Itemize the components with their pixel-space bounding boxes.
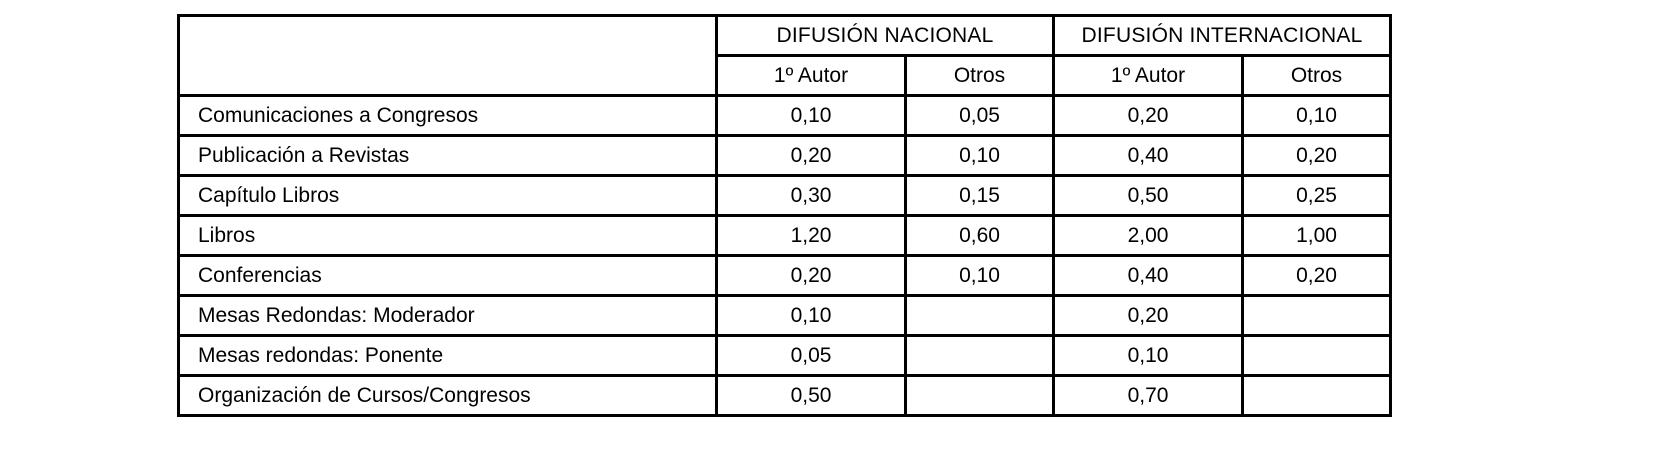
cell-national-first-author: 1,20 [717,216,906,256]
row-label: Conferencias [179,256,717,296]
row-label: Mesas redondas: Ponente [179,336,717,376]
row-label: Comunicaciones a Congresos [179,96,717,136]
table-row [179,136,1391,176]
cell-international-first-author: 0,50 [1054,176,1243,216]
column-group-international: DIFUSIÓN INTERNACIONAL [1054,16,1391,56]
table-row [179,256,1391,296]
row-label: Organización de Cursos/Congresos [179,376,717,416]
table-row [179,216,1391,256]
cell-international-others: 0,10 [1243,96,1391,136]
column-group-national: DIFUSIÓN NACIONAL [717,16,1054,56]
cell-national-others: 0,10 [906,256,1054,296]
table-row [179,176,1391,216]
row-label: Capítulo Libros [179,176,717,216]
table-group-header-row [179,16,1391,56]
scoring-table [177,14,1392,417]
cell-national-first-author: 0,05 [717,336,906,376]
table-body [179,96,1391,416]
cell-international-others [1243,336,1391,376]
table-corner-cell [179,16,717,96]
row-label: Publicación a Revistas [179,136,717,176]
cell-international-first-author: 0,40 [1054,136,1243,176]
cell-international-first-author: 0,70 [1054,376,1243,416]
column-header-national-others: Otros [906,56,1054,96]
cell-international-others [1243,376,1391,416]
table-row [179,296,1391,336]
cell-international-others: 0,25 [1243,176,1391,216]
cell-international-others: 0,20 [1243,136,1391,176]
cell-international-first-author: 0,40 [1054,256,1243,296]
cell-national-others: 0,10 [906,136,1054,176]
cell-national-first-author: 0,10 [717,296,906,336]
cell-international-others: 1,00 [1243,216,1391,256]
row-label: Mesas Redondas: Moderador [179,296,717,336]
cell-international-others: 0,20 [1243,256,1391,296]
cell-national-first-author: 0,20 [717,256,906,296]
cell-international-first-author: 0,20 [1054,296,1243,336]
cell-national-others [906,376,1054,416]
cell-national-first-author: 0,10 [717,96,906,136]
cell-international-first-author: 2,00 [1054,216,1243,256]
row-label: Libros [179,216,717,256]
cell-national-first-author: 0,30 [717,176,906,216]
cell-international-others [1243,296,1391,336]
cell-national-first-author: 0,20 [717,136,906,176]
cell-international-first-author: 0,10 [1054,336,1243,376]
table-row [179,336,1391,376]
column-header-national-first-author: 1º Autor [717,56,906,96]
cell-national-first-author: 0,50 [717,376,906,416]
cell-national-others [906,336,1054,376]
column-header-international-others: Otros [1243,56,1391,96]
scoring-table-container [177,14,1392,417]
table-header [179,16,1391,96]
cell-national-others: 0,05 [906,96,1054,136]
cell-international-first-author: 0,20 [1054,96,1243,136]
table-row [179,376,1391,416]
cell-national-others: 0,15 [906,176,1054,216]
table-row [179,96,1391,136]
column-header-international-first-author: 1º Autor [1054,56,1243,96]
cell-national-others: 0,60 [906,216,1054,256]
cell-national-others [906,296,1054,336]
